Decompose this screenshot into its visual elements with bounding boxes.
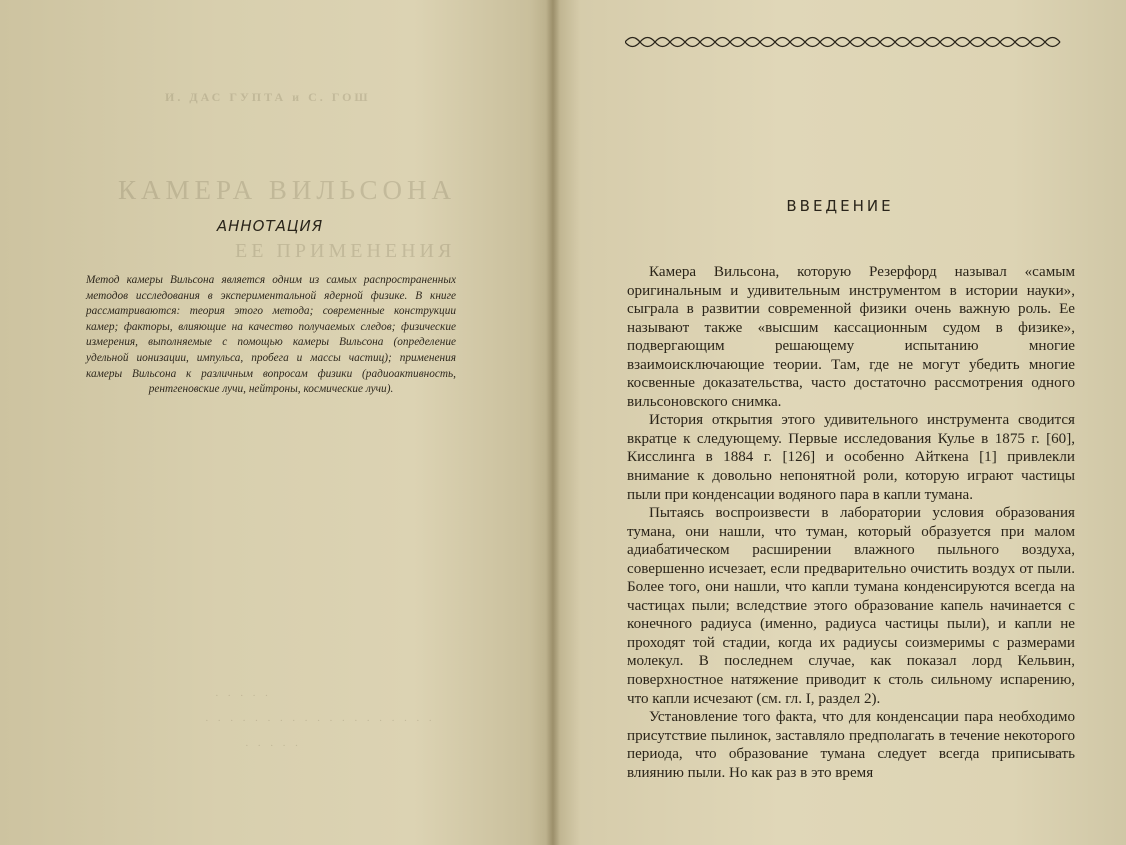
- annotation-heading: АННОТАЦИЯ: [216, 217, 324, 235]
- book-gutter: [546, 0, 560, 845]
- show-through-imprint-2: · · · · · · · · · · · · · · · · · · ·: [205, 715, 436, 727]
- chapter-ornament: [625, 36, 1063, 48]
- chapter-title: ВВЕДЕНИЕ: [786, 197, 894, 215]
- paragraph: История открытия этого удивительного инструмента сводится вкратце к следующему. Первые исследования Кулье в 1875 г. [60], Кисслинга в 1884 г. [126] и особенно Айткена [1] привлекли внимание к довольно непонятной роли, которую играют частицы пыли при конденсации водяного пара в капли тумана.: [627, 412, 1075, 503]
- annotation-text: Метод камеры Вильсона является одним из самых распространенных методов исследования в экспериментальной ядерной физике. В книге рассматриваются: теория этого метода; современные конструкции камер; факторы, влияющие на качество получаемых следов; физические измерения, выполняемые с помощью камеры Вильсона (определение удельной ионизации, импульса, пробега и массы частиц); применения камеры Вильсона к различным вопросам физики (радиоактивность, рентгеновские лучи, нейтроны, космические лучи).: [86, 274, 456, 396]
- paragraph: Камера Вильсона, которую Резерфорд называл «самым оригинальным и удивительным инструментом в истории науки», сыграла в развитии современной физики очень важную роль. Ее называют также «высшим кассационным судом в физике», подвергающим решающему испытанию многие взаимоисключающие теории. Там, где не могут убедить многие косвенные доказательства, часто достаточно рассмотрения одного вильсоновского снимка.: [627, 264, 1075, 410]
- show-through-imprint-1: · · · · ·: [215, 690, 272, 702]
- show-through-imprint-3: · · · · ·: [245, 740, 302, 752]
- left-page: [0, 0, 552, 845]
- show-through-subtitle: ЕЕ ПРИМЕНЕНИЯ: [235, 240, 456, 262]
- paragraph: Пытаясь воспроизвести в лаборатории условия образования тумана, они нашли, что туман, который образуется при малом адиабатическом расширении влажного пыльного воздуха, совершенно исчезает, если предварительно очистить воздух от пыли. Более того, они нашли, что капли тумана конденсируются всегда на частицах пыли; вследствие этого образование капель начинается с конечного радиуса (именно, радиуса частицы пыли), и капли не проходят той стадии, когда их радиусы соизмеримы с размерами молекул. В последнем случае, как показал лорд Кельвин, поверхностное натяжение приводит к столь сильному испарению, что капли исчезают (см. гл. I, раздел 2).: [627, 505, 1075, 707]
- show-through-title: КАМЕРА ВИЛЬСОНА: [118, 175, 456, 205]
- paragraph: Установление того факта, что для конденсации пара необходимо присутствие пылинок, заставляло предполагать в течение некоторого периода, что образование тумана следует всегда приписывать влиянию пыли. Но как раз в это время: [627, 709, 1075, 781]
- chapter-body: [627, 263, 1075, 782]
- show-through-author: И. ДАС ГУПТА и С. ГОШ: [165, 90, 371, 104]
